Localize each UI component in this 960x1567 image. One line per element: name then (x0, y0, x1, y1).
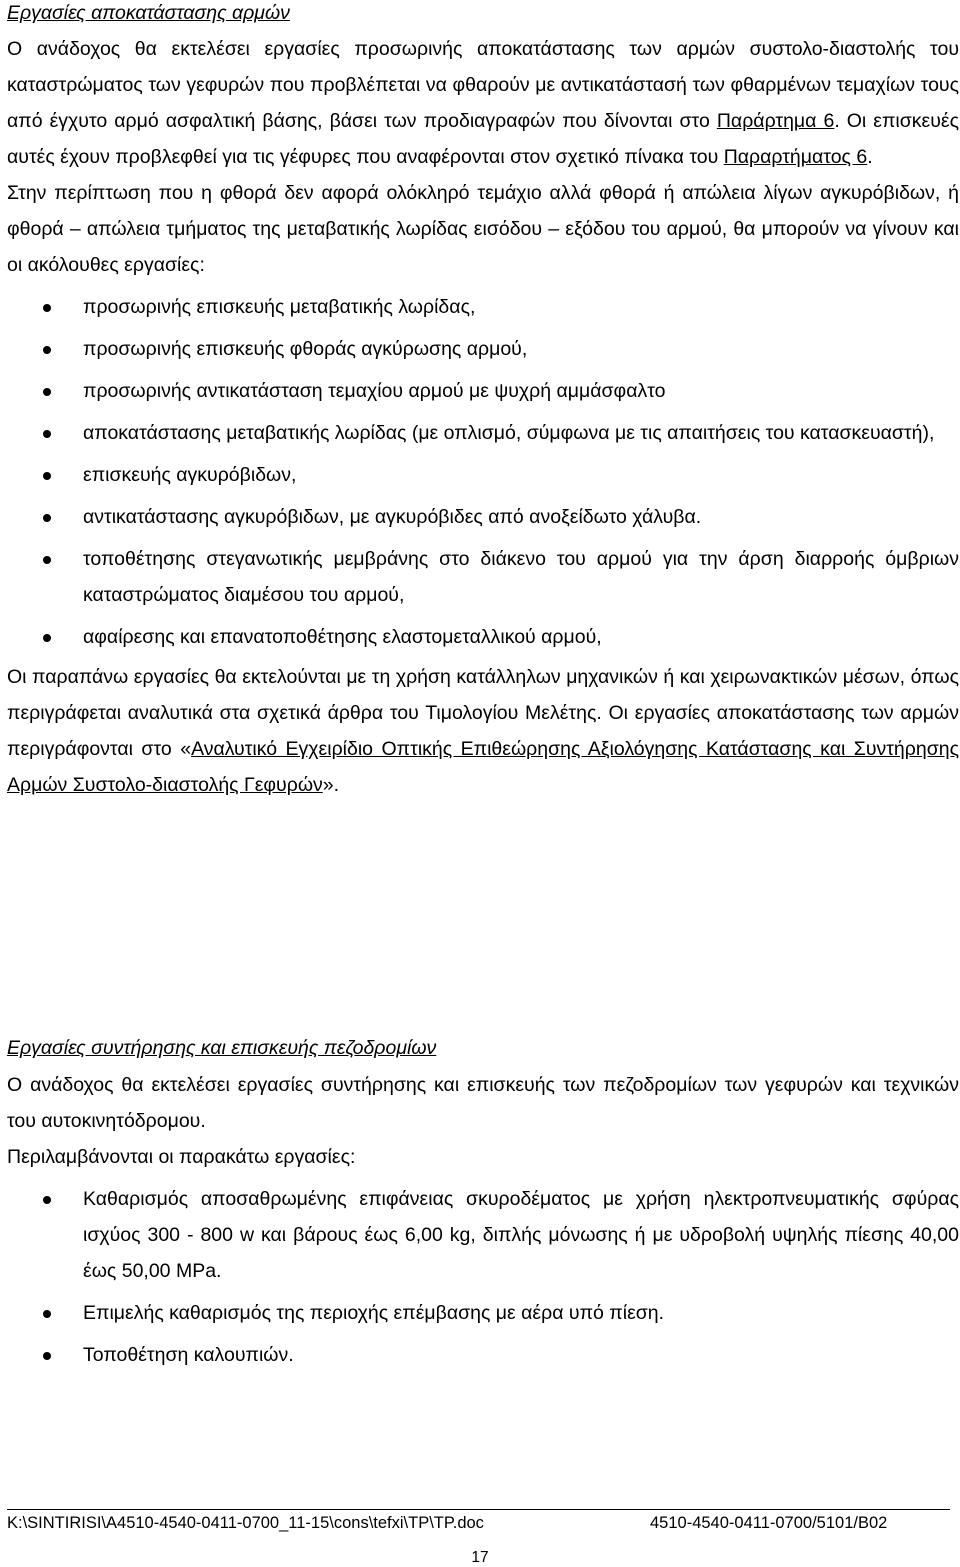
list-item: Επιμελής καθαρισμός της περιοχής επέμβασης με αέρα υπό πίεση. (7, 1295, 959, 1331)
list-item: προσωρινής επισκευής μεταβατικής λωρίδας, (7, 289, 959, 325)
text-run: Ο ανάδοχος θα εκτελέσει εργασίες προσωρινής αποκατάστασης των αρμών συστολο-διαστολής του καταστρώματος των γεφυρών που προβλέπεται να φθαρούν με αντικατάστασή των φθαρμένων τεμαχίων τους από έγχυτο αρμό ασφαλτική βάσης, βάσει των προδιαγραφών που δίνονται στο (7, 38, 959, 132)
bullet-icon (43, 430, 51, 438)
page-number: 17 (471, 1549, 489, 1566)
section-heading-joints: Εργασίες αποκατάστασης αρμών (7, 2, 290, 24)
footer-divider (7, 1509, 950, 1510)
manual-link[interactable]: Αναλυτικό Εγχειρίδιο Οπτικής Επιθεώρησης Αξιολόγησης Κατάστασης και Συντήρησης Αρμών Συστολο-διαστολής Γεφυρών (7, 738, 959, 796)
paragraph-sidewalks-intro: Ο ανάδοχος θα εκτελέσει εργασίες συντήρησης και επισκευής των πεζοδρομίων των γεφυρών και τεχνικών του αυτοκινητόδρομου. (7, 1074, 959, 1132)
appendix-6-table-link[interactable]: Παραρτήματος 6 (723, 146, 868, 168)
list-item: αντικατάστασης αγκυρόβιδων, με αγκυρόβιδες από ανοξείδωτο χάλυβα. (7, 499, 959, 535)
bullet-icon (43, 514, 51, 522)
paragraph-partial-damage: Στην περίπτωση που η φθορά δεν αφορά ολόκληρό τεμάχιο αλλά φθορά ή απώλεια λίγων αγκυρόβιδων, ή φθορά – απώλεια τμήματος της μεταβατικής λωρίδας εισόδου – εξόδου του αρμού, θα μπορούν να γίνουν και οι ακόλουθες εργασίες: (7, 182, 959, 276)
appendix-6-link[interactable]: Παράρτημα 6 (716, 110, 835, 132)
bullet-icon (43, 1196, 51, 1204)
bullet-icon (43, 346, 51, 354)
bullet-icon (43, 634, 51, 642)
text-run: ». (322, 774, 340, 796)
footer-file-path: K:\SINTIRISI\A4510-4540-0411-0700_11-15\cons\tefxi\TP\TP.doc (7, 1514, 484, 1532)
list-item: Τοποθέτηση καλουπιών. (7, 1337, 959, 1373)
bullet-icon (43, 1352, 51, 1360)
list-item: επισκευής αγκυρόβιδων, (7, 457, 959, 493)
bullet-icon (43, 1310, 51, 1318)
list-item: προσωρινής επισκευής φθοράς αγκύρωσης αρμού, (7, 331, 959, 367)
bullet-icon (43, 304, 51, 312)
footer-document-code: 4510-4540-0411-0700/5101/B02 (650, 1514, 888, 1532)
bullet-icon (43, 472, 51, 480)
list-item: αφαίρεσης και επανατοποθέτησης ελαστομεταλλικού αρμού, (7, 619, 959, 655)
text-run: Οι παραπάνω εργασίες θα εκτελούνται με τη χρήση κατάλληλων μηχανικών ή και χειρωνακτικών μέσων, όπως περιγράφεται αναλυτικά στα σχετικά άρθρα του Τιμολογίου Μελέτης. Οι εργασίες αποκατάστασης των αρμών περιγράφονται στο « (7, 666, 959, 760)
paragraph-includes: Περιλαμβάνονται οι παρακάτω εργασίες: (7, 1146, 356, 1168)
paragraph-methods (7, 659, 959, 803)
paragraph-joints-intro (7, 31, 959, 175)
list-item: τοποθέτησης στεγανωτικής μεμβράνης στο διάκενο του αρμού για την άρση διαρροής όμβριων καταστρώματος διαμέσου του αρμού, (7, 541, 959, 613)
joint-works-list (7, 289, 959, 655)
list-item: Καθαρισμός αποσαθρωμένης επιφάνειας σκυροδέματος με χρήση ηλεκτροπνευματικής σφύρας ισχύος 300 - 800 w και βάρους έως 6,00 kg, διπλής μόνωσης ή με υδροβολή υψηλής πίεσης 40,00 έως 50,00 MPa. (7, 1181, 959, 1289)
list-item: αποκατάστασης μεταβατικής λωρίδας (με οπλισμό, σύμφωνα με τις απαιτήσεις του κατασκευαστή), (7, 415, 959, 451)
sidewalk-works-list (7, 1181, 959, 1373)
text-run: . Οι επισκευές αυτές έχουν προβλεφθεί για τις γέφυρες που αναφέρονται στον σχετικό πίνακα του (7, 110, 959, 168)
bullet-icon (43, 388, 51, 396)
bullet-icon (43, 556, 51, 564)
section-heading-sidewalks: Εργασίες συντήρησης και επισκευής πεζοδρομίων (7, 1037, 437, 1059)
text-run: . (867, 146, 873, 168)
list-item: προσωρινής αντικατάσταση τεμαχίου αρμού με ψυχρή αμμάσφαλτο (7, 373, 959, 409)
